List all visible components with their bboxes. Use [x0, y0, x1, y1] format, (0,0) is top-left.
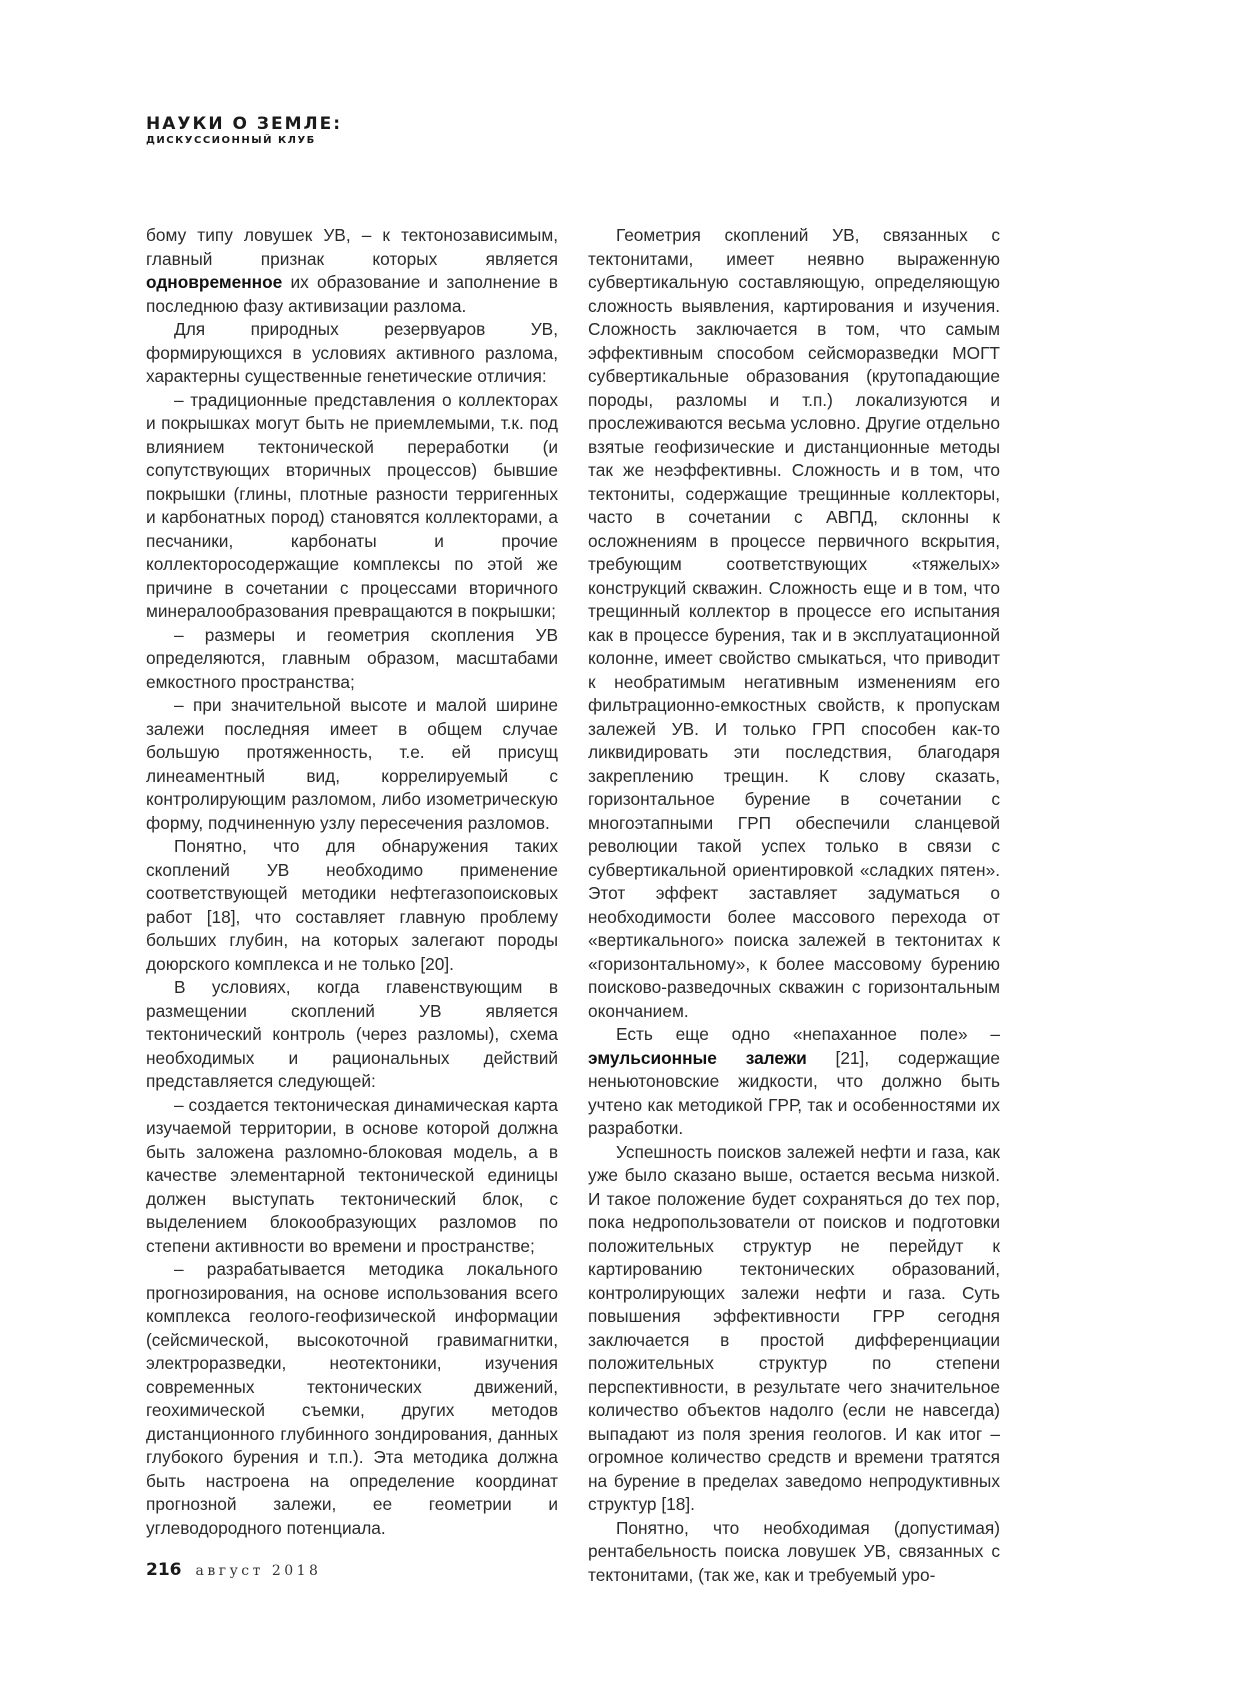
text-run: [21], содержащие неньютоновские жидкости, что должно быть учтено как методикой ГРР, так и особенностями их разработки.: [588, 1047, 1000, 1138]
left-list-item-2: – размеры и геометрия скопления УВ определяются, главным образом, масштабами емкостного пространства;: [146, 624, 558, 692]
page-footer: [146, 1560, 321, 1580]
left-list-item-3: – при значительной высоте и малой ширине залежи последняя имеет в общем случае большую протяженность, т.е. ей присущ линеаментный вид, коррелируемый с контролирующим разломом, либо изометрическую форму, подчиненную узлу пересечения разломов.: [146, 695, 558, 833]
left-paragraph-1: [146, 224, 558, 318]
right-paragraph-1: Геометрия скоплений УВ, связанных с тектонитами, имеет неявно выраженную субвертикальную составляющую, определяющую сложность выявления, картирования и изучения. Сложность заключается в том, что самым эффективным способом сейсморазведки МОГТ субвертикальные образования (крутопадающие породы, разломы и т.п.) локализуются и прослеживаются весьма условно. Другие отдельно взятые геофизические и дистанционные методы так же неэффективны. Сложность и в том, что тектониты, содержащие трещинные коллекторы, часто в сочетании с АВПД, склонны к осложнениям в процессе первичного вскрытия, требующим соответствующих «тяжелых» конструкций скважин. Сложность еще и в том, что трещинный коллектор в процессе его испытания как в процессе бурения, так и в эксплуатационной колонне, имеет свойство смыкаться, что приводит к необратимым негативным изменениям его фильтрационно-емкостных свойств, к пропускам залежей УВ. И только ГРП способен как-то ликвидировать эти последствия, благодаря закреплению трещин. К слову сказать, горизонтальное бурение в сочетании с многоэтапными ГРП обеспечили сланцевой революции такой успех только в связи с субвертикальной ориентировкой «сладких пятен». Этот эффект заставляет задуматься о необходимости более массового перехода от «вертикального» поиска залежей в тектонитах к «горизонтальному», к более массовому бурению поисково-разведочных скважин с горизонтальным окончанием.: [588, 225, 1000, 1021]
left-list-item-5: – разрабатывается методика локального прогнозирования, на основе использования всего комплекса геолого-геофизической информации (сейсмической, высокоточной гравимагнитки, электроразведки, неотектоники, изучения современных тектонических движений, геохимической съемки, других методов дистанционного глубинного зондирования, данных глубокого бурения и т.п.). Эта методика должна быть настроена на определение координат прогнозной залежи, ее геометрии и углеводородного потенциала.: [146, 1259, 558, 1538]
left-list-item-4: – создается тектоническая динамическая карта изучаемой территории, в основе которой должна быть заложена разломно-блоковая модель, а в качестве элементарной тектонической единицы должен выступать тектонический блок, с выделением блокообразующих разломов по степени активности во времени и пространстве;: [146, 1094, 558, 1256]
right-paragraph-2: [588, 1023, 1000, 1141]
left-list-item-1: – традиционные представления о коллекторах и покрышках могут быть не приемлемыми, т.к. под влиянием тектонической переработки (и сопутствующих вторичных процессов) бывшие покрышки (глины, плотные разности терригенных и карбонатных пород) становятся коллекторами, а песчаники, карбонаты и прочие коллекторосодержащие комплексы по этой же причине в сочетании с процессами вторичного минералообразования превращаются в покрышки;: [146, 389, 558, 621]
right-paragraph-4: Понятно, что необходимая (допустимая) рентабельность поиска ловушек УВ, связанных с тектонитами, (так же, как и требуемый уро-: [588, 1517, 1000, 1585]
right-paragraph-3: Успешность поисков залежей нефти и газа, как уже было сказано выше, остается весьма низкой. И такое положение будет сохраняться до тех пор, пока недропользователи от поисков и подготовки положительных структур не перейдут к картированию тектонических образований, контролирующих залежи нефти и газа. Суть повышения эффективности ГРР сегодня заключается в простой дифференциации положительных структур по степени перспективности, в результате чего значительное количество объектов надолго (если не навсегда) выпадают из поля зрения геологов. И как итог – огромное количество средств и времени тратятся на бурение в пределах заведомо непродуктивных структур [18].: [588, 1141, 1000, 1514]
left-column: [146, 224, 558, 1540]
page-number: 216: [146, 1560, 182, 1580]
text-run: бому типу ловушек УВ, – к тектонозависимым, главный признак которых является: [146, 225, 558, 269]
left-paragraph-7: В условиях, когда главенствующим в размещении скоплений УВ является тектонический контроль (через разломы), схема необходимых и рациональных действий представляется следующей:: [146, 977, 558, 1091]
right-column: [588, 224, 1000, 1587]
bold-term: одновременное: [146, 272, 283, 292]
left-paragraph-6: Понятно, что для обнаружения таких скоплений УВ необходимо применение соответствующей методики нефтегазопоисковых работ [18], что составляет главную проблему больших глубин, на которых залегают породы доюрского комплекса и не только [20].: [146, 836, 558, 974]
left-paragraph-2: Для природных резервуаров УВ, формирующихся в условиях активного разлома, характерны существенные генетические отличия:: [146, 319, 558, 386]
text-run: Есть еще одно «непаханное поле» –: [616, 1024, 1000, 1044]
issue-date: август 2018: [195, 1563, 322, 1579]
section-subtitle: ДИСКУССИОННЫЙ КЛУБ: [146, 135, 316, 146]
section-title: НАУКИ О ЗЕМЛЕ:: [146, 114, 343, 134]
text-run: их образование и заполнение в последнюю фазу активизации разлома.: [146, 272, 558, 316]
section-header: [146, 114, 342, 147]
bold-term: эмульсионные залежи: [588, 1047, 807, 1068]
